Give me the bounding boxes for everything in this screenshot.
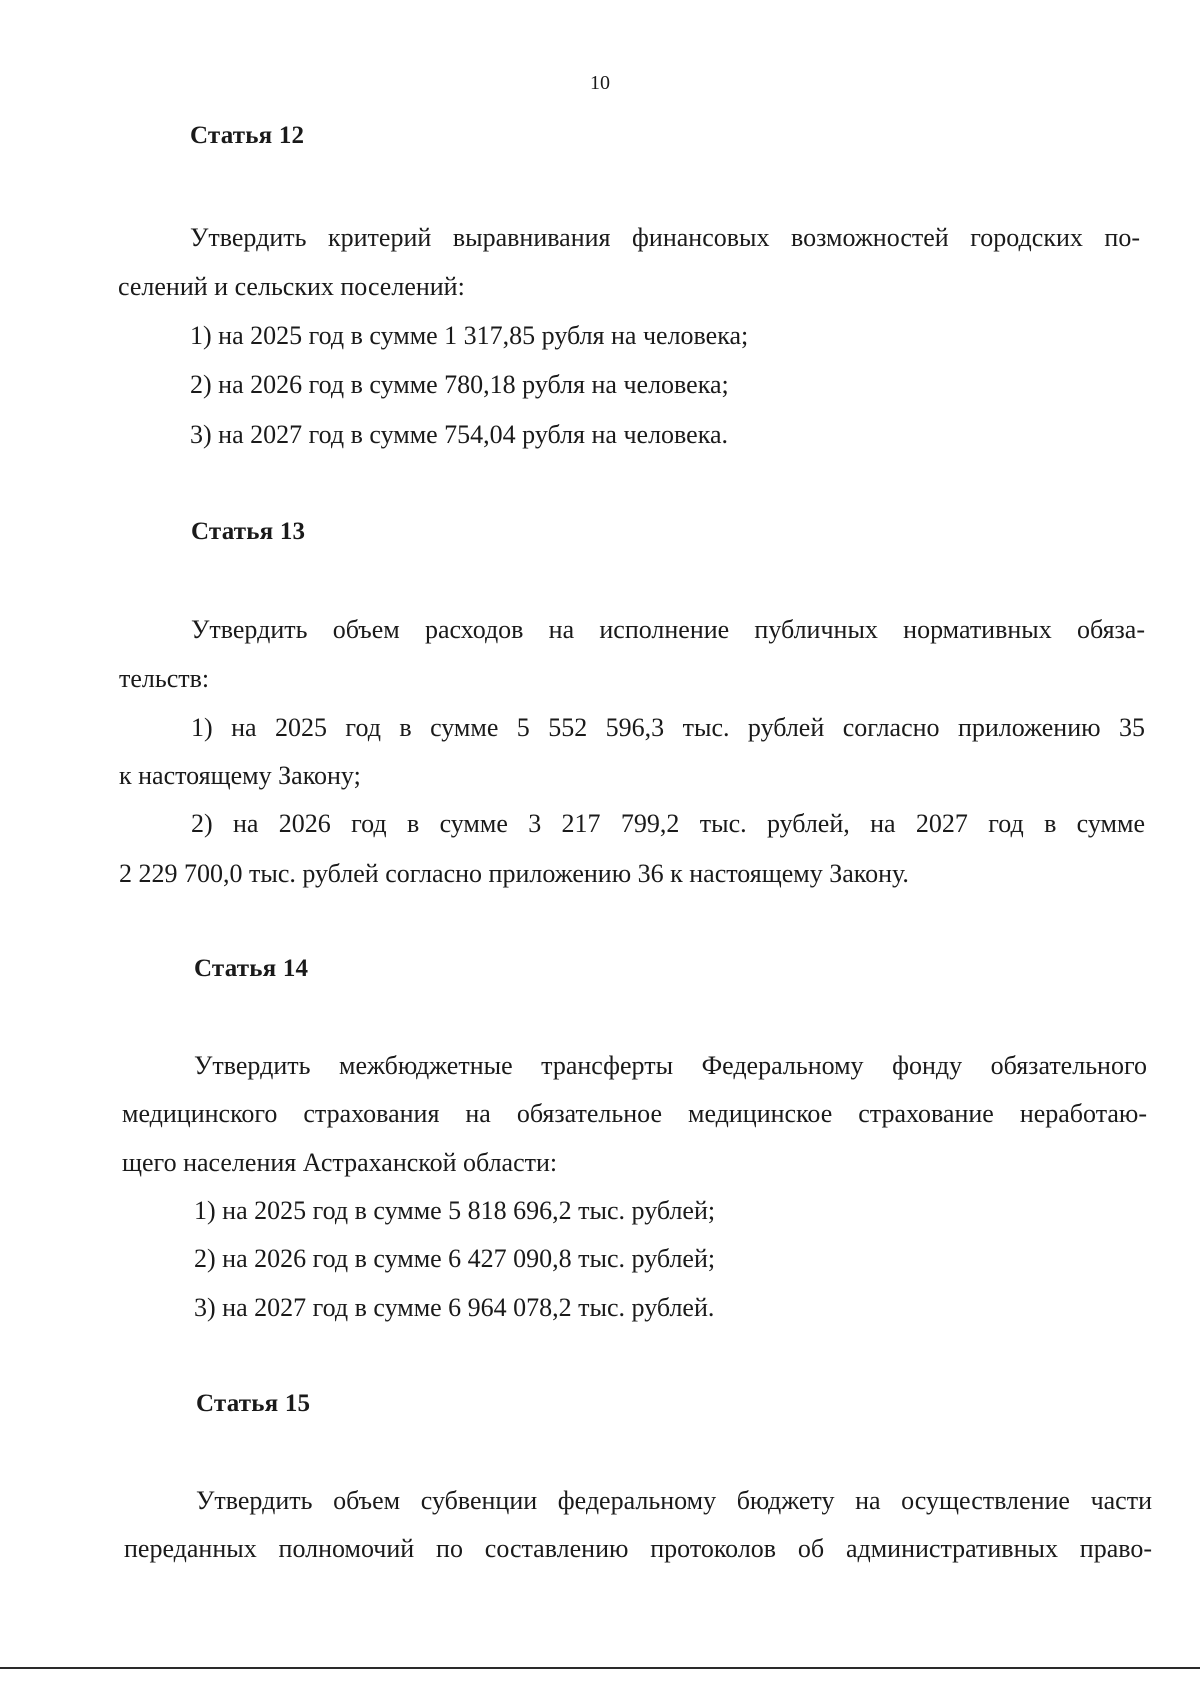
article-13-item-2: 2) на 2026 год в сумме 3 217 799,2 тыс. рублей, на 2027 год в сумме	[191, 809, 1145, 838]
article-14-item-1: 1) на 2025 год в сумме 5 818 696,2 тыс. рублей;	[194, 1196, 716, 1225]
article-14-item-2: 2) на 2026 год в сумме 6 427 090,8 тыс. рублей;	[194, 1244, 716, 1273]
article-14-heading: Статья 14	[194, 955, 309, 982]
article-14-item-3: 3) на 2027 год в сумме 6 964 078,2 тыс. рублей.	[194, 1293, 715, 1322]
article-12-item-2: 2) на 2026 год в сумме 780,18 рубля на человека;	[190, 370, 729, 399]
article-13-heading: Статья 13	[191, 518, 306, 545]
article-13-line-1: Утвердить объем расходов на исполнение публичных нормативных обяза-	[191, 615, 1145, 644]
article-15-line-1: Утвердить объем субвенции федеральному бюджету на осуществление части	[196, 1486, 1152, 1515]
article-12-heading: Статья 12	[190, 122, 305, 149]
article-13-item-1-cont: к настоящему Закону;	[119, 761, 361, 790]
article-12-item-3: 3) на 2027 год в сумме 754,04 рубля на человека.	[190, 420, 729, 449]
article-13-line-2: тельств:	[119, 664, 210, 693]
article-14-line-1: Утвердить межбюджетные трансферты Федеральному фонду обязательного	[194, 1051, 1147, 1080]
article-12-line-1: Утвердить критерий выравнивания финансовых возможностей городских по-	[190, 223, 1140, 252]
article-14-line-3: щего населения Астраханской области:	[122, 1148, 558, 1177]
article-13-item-2-cont: 2 229 700,0 тыс. рублей согласно приложению 36 к настоящему Закону.	[119, 859, 909, 888]
article-12-item-1: 1) на 2025 год в сумме 1 317,85 рубля на человека;	[190, 321, 749, 350]
page-number: 10	[590, 72, 610, 94]
article-15-line-2: переданных полномочий по составлению протоколов об административных право-	[124, 1534, 1152, 1563]
article-13-item-1: 1) на 2025 год в сумме 5 552 596,3 тыс. рублей согласно приложению 35	[191, 713, 1145, 742]
article-12-line-2: селений и сельских поселений:	[118, 272, 465, 301]
article-15-heading: Статья 15	[196, 1390, 311, 1417]
article-14-line-2: медицинского страхования на обязательное медицинское страхование неработаю-	[122, 1099, 1147, 1128]
page-bottom-rule	[0, 1667, 1200, 1669]
